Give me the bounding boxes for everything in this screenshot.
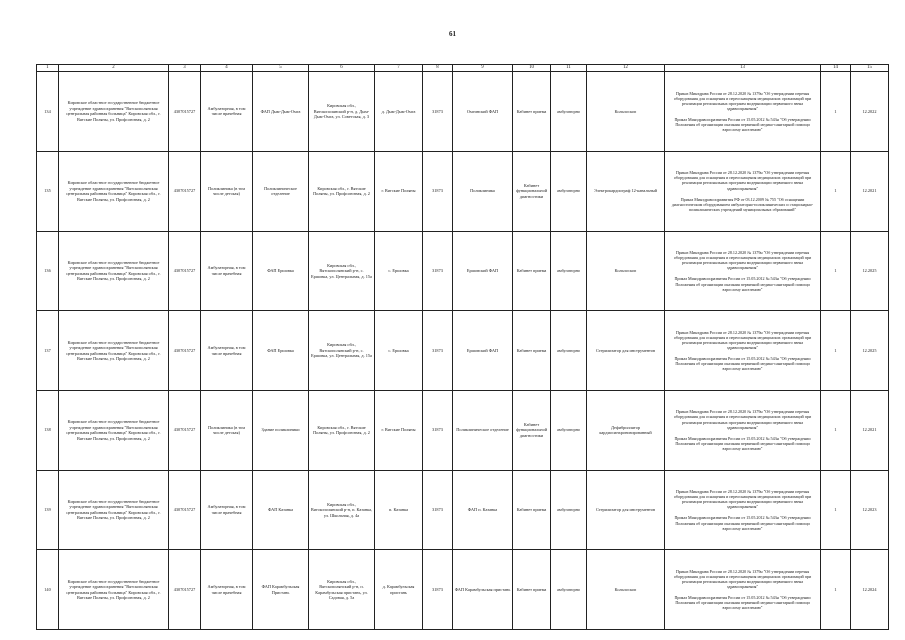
table-row (37, 311, 889, 391)
table-row (37, 231, 889, 311)
code-cell: 31873 (423, 72, 453, 152)
quantity-cell: 1 (821, 151, 851, 231)
document-reference: Приказ Минздрава России от 28.12.2020 № 1379н "Об утверждении перечня оборудования для оснащения и переоснащения медицинских организаций при реализации региональных программ модернизации первичного звена здравоохранения" (673, 90, 812, 111)
date-cell: 12.2025 (851, 311, 889, 391)
address-cell: Кировская обл., Вятскополянский р-н, д. Дым-Дым-Омга, ул. Советская, д. 3 (309, 72, 375, 152)
inn-cell: 4307015727 (169, 151, 201, 231)
code-cell: 31873 (423, 311, 453, 391)
table-row (37, 390, 889, 470)
column-number: 5 (253, 65, 309, 72)
condition-cell: амбулаторно (551, 390, 587, 470)
room-cell: Кабинет приема (513, 231, 551, 311)
condition-cell: амбулаторно (551, 151, 587, 231)
row-number: 135 (37, 151, 59, 231)
quantity-cell: 1 (821, 311, 851, 391)
document-reference: Приказ Минздрава России от 28.12.2020 № 1379н "Об утверждении перечня оборудования для оснащения и переоснащения медицинских организаций при реализации региональных программ модернизации первичного звена здравоохранения" (673, 409, 812, 430)
locality-cell: п. Казанка (375, 470, 423, 550)
subunit-cell: Ершовский ФАП (453, 231, 513, 311)
column-number: 7 (375, 65, 423, 72)
room-cell: Кабинет функциональной диагностики (513, 390, 551, 470)
row-number: 140 (37, 550, 59, 630)
column-number: 2 (59, 65, 169, 72)
column-number: 13 (665, 65, 821, 72)
subunit-cell: Омгинский ФАП (453, 72, 513, 152)
equipment-cell: Кольпоскоп (587, 550, 665, 630)
unit-cell: ФАП Карамбульская Пристань (253, 550, 309, 630)
row-number: 138 (37, 390, 59, 470)
document-reference: Приказ Минздрава России от 28.12.2020 № 1379н "Об утверждении перечня оборудования для оснащения и переоснащения медицинских организаций при реализации региональных программ модернизации первичного звена здравоохранения" (673, 489, 812, 510)
column-number: 8 (423, 65, 453, 72)
quantity-cell: 1 (821, 390, 851, 470)
date-cell: 12.2024 (851, 550, 889, 630)
care-type-cell: Амбулаторная, в том числе врачебная (201, 550, 253, 630)
address-cell: Кировская обл., Вятскополянский р-н, п. Казанка, ул. Школьная, д. 4а (309, 470, 375, 550)
code-cell: 31873 (423, 470, 453, 550)
condition-cell: амбулаторно (551, 470, 587, 550)
documents-cell (665, 390, 821, 470)
column-number: 9 (453, 65, 513, 72)
document-reference: Приказ Минздрава России от 28.12.2020 № 1379н "Об утверждении перечня оборудования для оснащения и переоснащения медицинских организаций при реализации региональных программ модернизации первичного звена здравоохранения" (673, 170, 812, 191)
locality-cell: г. Вятские Поляны (375, 390, 423, 470)
equipment-table (36, 64, 889, 630)
column-number: 4 (201, 65, 253, 72)
code-cell: 31873 (423, 550, 453, 630)
organization-cell: Кировское областное государственное бюджетное учреждение здравоохранения "Вятскополянская центральная районная больница" Кировская обл., г. Вятские Поляны, ул. Профсоюзная, д. 2 (59, 550, 169, 630)
code-cell: 31873 (423, 231, 453, 311)
equipment-cell: Кольпоскоп (587, 231, 665, 311)
table-row (37, 151, 889, 231)
organization-cell: Кировское областное государственное бюджетное учреждение здравоохранения "Вятскополянская центральная районная больница" Кировская обл., г. Вятские Поляны, ул. Профсоюзная, д. 2 (59, 390, 169, 470)
subunit-cell: ФАП Карамбульская пристань (453, 550, 513, 630)
page-number: 61 (449, 30, 456, 38)
unit-cell: ФАП Ершовка (253, 311, 309, 391)
row-number: 137 (37, 311, 59, 391)
column-number-row (37, 65, 889, 72)
unit-cell: ФАП Казанка (253, 470, 309, 550)
room-cell: Кабинет приема (513, 550, 551, 630)
column-number: 14 (821, 65, 851, 72)
documents-cell (665, 231, 821, 311)
care-type-cell: Амбулаторная, в том числе врачебная (201, 311, 253, 391)
date-cell: 12.2022 (851, 72, 889, 152)
equipment-cell: Дефибриллятор кардиосинхронизированный (587, 390, 665, 470)
organization-cell: Кировское областное государственное бюджетное учреждение здравоохранения "Вятскополянская центральная районная больница" Кировская обл., г. Вятские Поляны, ул. Профсоюзная, д. 2 (59, 311, 169, 391)
subunit-cell: Поликлиническое отделение (453, 390, 513, 470)
locality-cell: г. Вятские Поляны (375, 151, 423, 231)
row-number: 134 (37, 72, 59, 152)
condition-cell: амбулаторно (551, 550, 587, 630)
date-cell: 12.2021 (851, 151, 889, 231)
room-cell: Кабинет приема (513, 311, 551, 391)
documents-cell (665, 550, 821, 630)
quantity-cell: 1 (821, 231, 851, 311)
quantity-cell: 1 (821, 550, 851, 630)
documents-cell (665, 151, 821, 231)
subunit-cell: ФАП п. Казанка (453, 470, 513, 550)
inn-cell: 4307015727 (169, 550, 201, 630)
inn-cell: 4307015727 (169, 470, 201, 550)
organization-cell: Кировское областное государственное бюджетное учреждение здравоохранения "Вятскополянская центральная районная больница" Кировская обл., г. Вятские Поляны, ул. Профсоюзная, д. 2 (59, 470, 169, 550)
column-number: 3 (169, 65, 201, 72)
unit-cell: ФАП Ершовка (253, 231, 309, 311)
inn-cell: 4307015727 (169, 390, 201, 470)
address-cell: Кировская обл., г. Вятские Поляны, ул. Профсоюзная, д. 2 (309, 390, 375, 470)
subunit-cell: Ершовский ФАП (453, 311, 513, 391)
documents-cell (665, 470, 821, 550)
code-cell: 31873 (423, 390, 453, 470)
equipment-cell: Стерилизатор для инструментов (587, 311, 665, 391)
document-reference: Приказ Минздрава России от 28.12.2020 № 1379н "Об утверждении перечня оборудования для оснащения и переоснащения медицинских организаций при реализации региональных программ модернизации первичного звена здравоохранения" (673, 329, 812, 350)
care-type-cell: Амбулаторная, в том числе врачебная (201, 231, 253, 311)
care-type-cell: Поликлиника (в том числе детская) (201, 151, 253, 231)
locality-cell: д. Дым-Дым-Омга (375, 72, 423, 152)
date-cell: 12.2023 (851, 470, 889, 550)
unit-cell: ФАП Дым-Дым-Омга (253, 72, 309, 152)
documents-cell (665, 72, 821, 152)
documents-cell (665, 311, 821, 391)
organization-cell: Кировское областное государственное бюджетное учреждение здравоохранения "Вятскополянская центральная районная больница" Кировская обл., г. Вятские Поляны, ул. Профсоюзная, д. 2 (59, 231, 169, 311)
organization-cell: Кировское областное государственное бюджетное учреждение здравоохранения "Вятскополянская центральная районная больница" Кировская обл., г. Вятские Поляны, ул. Профсоюзная, д. 2 (59, 72, 169, 152)
organization-cell: Кировское областное государственное бюджетное учреждение здравоохранения "Вятскополянская центральная районная больница" Кировская обл., г. Вятские Поляны, ул. Профсоюзная, д. 2 (59, 151, 169, 231)
care-type-cell: Поликлиника (в том числе детская) (201, 390, 253, 470)
address-cell: Кировская обл., Вятскополянский р-н, п. Карамбульская пристань, ул. Садовая, д. 5а (309, 550, 375, 630)
inn-cell: 4307015727 (169, 231, 201, 311)
address-cell: Кировская обл., г. Вятские Поляны, ул. Профсоюзная, д. 2 (309, 151, 375, 231)
table-row (37, 72, 889, 152)
column-number: 1 (37, 65, 59, 72)
document-reference: Приказ Минздрава России от 28.12.2020 № 1379н "Об утверждении перечня оборудования для оснащения и переоснащения медицинских организаций при реализации региональных программ модернизации первичного звена здравоохранения" (673, 568, 812, 590)
room-cell: Кабинет приема (513, 470, 551, 550)
date-cell: 12.2021 (851, 390, 889, 470)
inn-cell: 4307015727 (169, 72, 201, 152)
equipment-cell: Стерилизатор для инструментов (587, 470, 665, 550)
condition-cell: амбулаторно (551, 72, 587, 152)
row-number: 136 (37, 231, 59, 311)
code-cell: 31873 (423, 151, 453, 231)
document-reference: Приказ Минздравсоцразвития России от 15.05.2012 № 543н "Об утверждении Положения об организации оказания первичной медико-санитарной помощи взрослому населению" (674, 276, 811, 292)
document-reference: Приказ Минздравсоцразвития России от 15.05.2012 № 543н "Об утверждении Положения об организации оказания первичной медико-санитарной помощи взрослому населению" (674, 117, 811, 133)
locality-cell: с. Ершовка (375, 311, 423, 391)
document-reference: Приказ Минздравсоцразвития России от 15.05.2012 № 543н "Об утверждении Положения об организации оказания первичной медико-санитарной помощи взрослому населению" (674, 515, 811, 531)
quantity-cell: 1 (821, 72, 851, 152)
condition-cell: амбулаторно (551, 311, 587, 391)
subunit-cell: Поликлиника (453, 151, 513, 231)
equipment-cell: Электрокардиограф 12-канальный (587, 151, 665, 231)
room-cell: Кабинет приема (513, 72, 551, 152)
quantity-cell: 1 (821, 470, 851, 550)
row-number: 139 (37, 470, 59, 550)
room-cell: Кабинет функциональной диагностики (513, 151, 551, 231)
column-number: 12 (587, 65, 665, 72)
column-number: 6 (309, 65, 375, 72)
unit-cell: Здание поликлиники (253, 390, 309, 470)
column-number: 11 (551, 65, 587, 72)
document-reference: Приказ Минздравсоцразвития РФ от 03.12.2009 № 755 "Об оснащении диагностическим оборудованием амбулаторно-поликлинических и стационарно-поликлинических учреждений муниципальных образований" (671, 196, 814, 212)
document-reference: Приказ Минздрава России от 28.12.2020 № 1379н "Об утверждении перечня оборудования для оснащения и переоснащения медицинских организаций при реализации региональных программ модернизации первичного звена здравоохранения" (673, 249, 812, 271)
document-reference: Приказ Минздравсоцразвития России от 15.05.2012 № 543н "Об утверждении Положения об организации оказания первичной медико-санитарной помощи взрослому населению" (674, 435, 811, 451)
unit-cell: Поликлиническое отделение (253, 151, 309, 231)
locality-cell: д. Карамбульская пристань (375, 550, 423, 630)
column-number: 10 (513, 65, 551, 72)
care-type-cell: Амбулаторная, в том числе врачебная (201, 470, 253, 550)
care-type-cell: Амбулаторная, в том числе врачебная (201, 72, 253, 152)
address-cell: Кировская обл., Вятскополянский р-н, с. Ершовка, ул. Центральная, д. 15а (309, 231, 375, 311)
condition-cell: амбулаторно (551, 231, 587, 311)
table-row (37, 550, 889, 630)
document-reference: Приказ Минздравсоцразвития России от 15.05.2012 № 543н "Об утверждении Положения об организации оказания первичной медико-санитарной помощи взрослому населению" (674, 356, 811, 372)
equipment-cell: Кольпоскоп (587, 72, 665, 152)
address-cell: Кировская обл., Вятскополянский р-н, с. Ершовка, ул. Центральная, д. 15а (309, 311, 375, 391)
document-reference: Приказ Минздравсоцразвития России от 15.05.2012 № 543н "Об утверждении Положения об организации оказания первичной медико-санитарной помощи взрослому населению" (674, 595, 811, 611)
inn-cell: 4307015727 (169, 311, 201, 391)
table-row (37, 470, 889, 550)
date-cell: 12.2025 (851, 231, 889, 311)
column-number: 15 (851, 65, 889, 72)
locality-cell: с. Ершовка (375, 231, 423, 311)
